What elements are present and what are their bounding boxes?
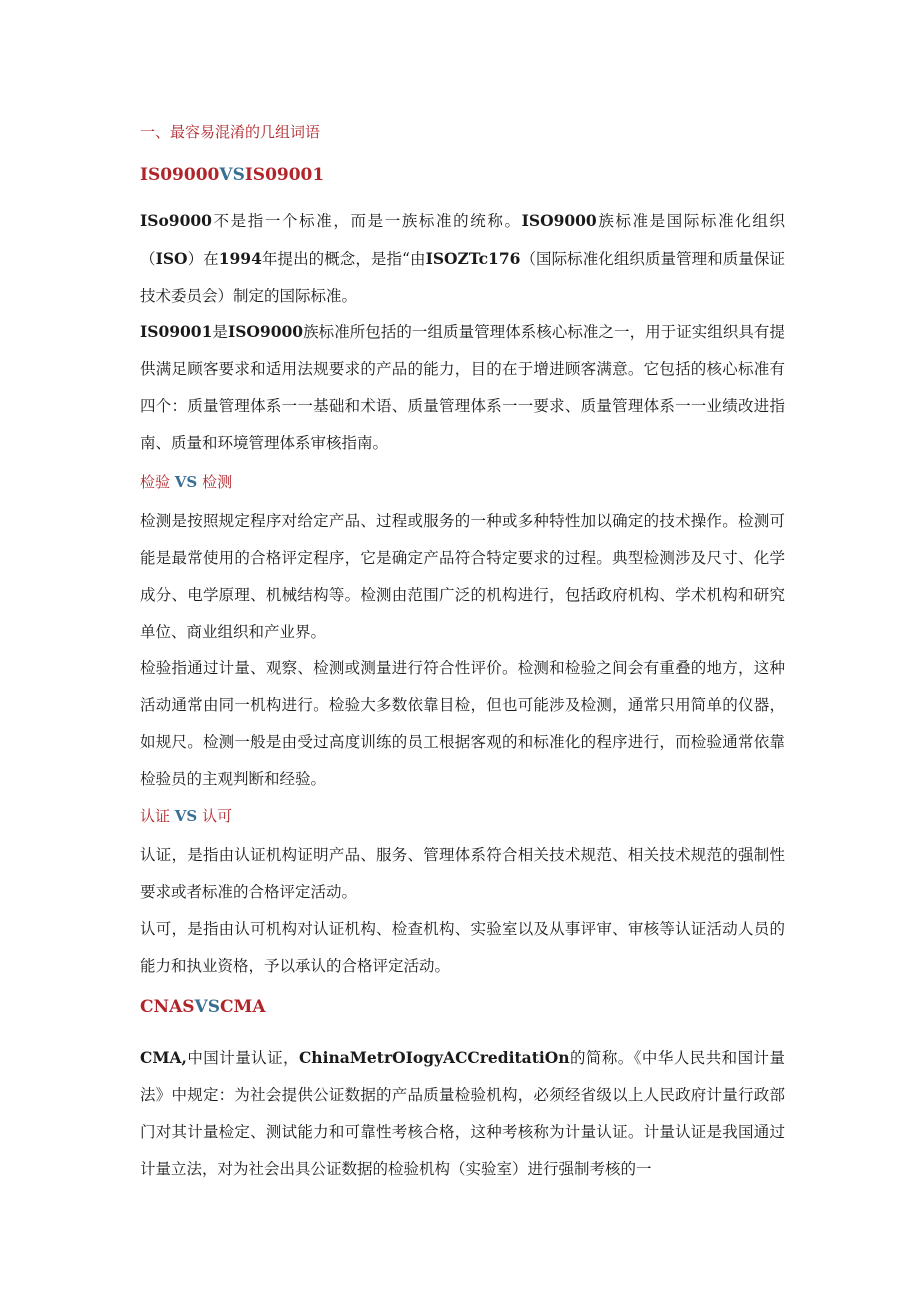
section-title-certification: 认证 VS 认可 <box>140 807 233 825</box>
paragraph-iso9001: IS09001是ISO9000族标准所包括的一组质量管理体系核心标准之一，用于证实组织具有提供满足顾客要求和适用法规要求的产品的能力，目的在于增进顾客满意。它包括的核心标准有四个：质量管理体系一一基础和术语、质量管理体系一一要求、质量管理体系一一业绩改进指南、质量和环境管理体系审核指南。 <box>140 322 785 452</box>
paragraph-iso9000: ISo9000不是指一个标准，而是一族标准的统称。ISO9000族标准是国际标准化组织（ISO）在1994年提出的概念，是指“由ISOZTc176（国际标准化组织质量管理和质量保证技术委员会）制定的国际标准。 <box>140 211 785 305</box>
paragraph-testing: 检测是按照规定程序对给定产品、过程或服务的一种或多种特性加以确定的技术操作。检测可能是最常使用的合格评定程序，它是确定产品符合特定要求的过程。典型检测涉及尺寸、化学成分、电学原理、机械结构等。检测由范围广泛的机构进行，包括政府机构、学术机构和研究单位、商业组织和产业界。 <box>140 512 785 641</box>
heading-confusing-terms: 一、最容易混淆的几组词语 <box>140 123 321 141</box>
section-title-cnas-cma: CNASVSCMA <box>140 997 266 1017</box>
paragraph-certification: 认证，是指由认证机构证明产品、服务、管理体系符合相关技术规范、相关技术规范的强制性要求或者标准的合格评定活动。 <box>140 846 785 901</box>
section-iso-vs: VS <box>219 165 245 185</box>
section-iso-left: IS09000 <box>140 165 220 185</box>
section-iso-right: IS09001 <box>244 165 325 185</box>
paragraph-accreditation: 认可，是指由认可机构对认证机构、检查机构、实验室以及从事评审、审核等认证活动人员的能力和执业资格，予以承认的合格评定活动。 <box>140 920 785 975</box>
paragraph-inspection: 检验指通过计量、观察、检测或测量进行符合性评价。检测和检验之间会有重叠的地方，这种活动通常由同一机构进行。检验大多数依靠目检，但也可能涉及检测，通常只用简单的仪器，如规尺。检测一般是由受过高度训练的员工根据客观的和标准化的程序进行，而检验通常依靠检验员的主观判断和经验。 <box>140 659 785 788</box>
section-title-iso <box>140 163 785 187</box>
paragraph-cma: CMA,中国计量认证，ChinaMetrOIogyACCreditatiOn的简称。《中华人民共和国计量法》中规定：为社会提供公证数据的产品质量检验机构，必须经省级以上人民政府计量行政部门对其计量检定、测试能力和可靠性考核合格，这种考核称为计量认证。计量认证是我国通过计量立法，对为社会出具公证数据的检验机构（实验室）进行强制考核的一 <box>140 1048 785 1178</box>
section-title-inspection: 检验 VS 检测 <box>140 473 233 491</box>
